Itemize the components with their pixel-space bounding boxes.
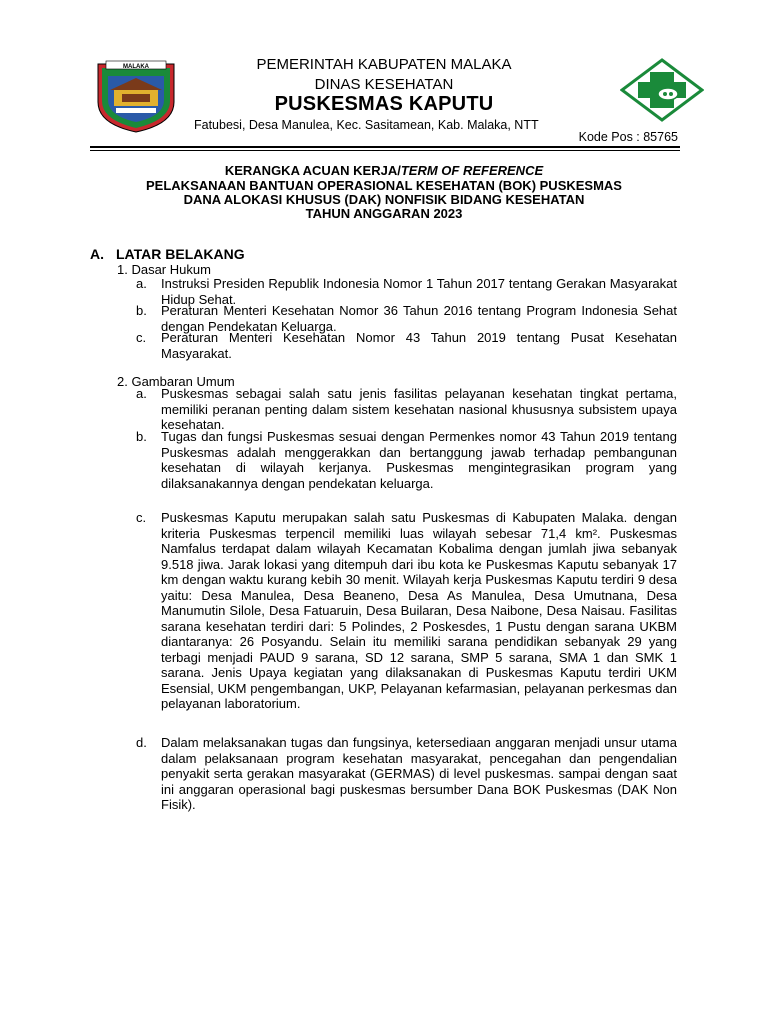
doc-title-line3: DANA ALOKASI KHUSUS (DAK) NONFISIK BIDANG KESEHATAN [183, 192, 585, 207]
subsection-dasar-hukum: 1. Dasar Hukum [117, 262, 211, 277]
letterhead-postcode: Kode Pos : 85765 [578, 130, 678, 144]
doc-title-line2: PELAKSANAAN BANTUAN OPERASIONAL KESEHATAN (BOK) PUSKESMAS [146, 178, 622, 193]
list-item: b. Peraturan Menteri Kesehatan Nomor 36 Tahun 2016 tentang Program Indonesia Sehat dengan Pendekatan Keluarga. [136, 303, 677, 334]
list-item: c. Peraturan Menteri Kesehatan Nomor 43 Tahun 2019 tentang Pusat Kesehatan Masyarakat. [136, 330, 677, 361]
doc-title-line1: KERANGKA ACUAN KERJA/TERM OF REFERENCE [224, 163, 544, 178]
doc-title-line4: TAHUN ANGGARAN 2023 [305, 206, 463, 221]
letterhead-government: PEMERINTAH KABUPATEN MALAKA [256, 56, 512, 73]
letterhead-address: Fatubesi, Desa Manulea, Kec. Sasitamean, Kab. Malaka, NTT [194, 118, 539, 132]
subsection-gambaran-umum: 2. Gambaran Umum [117, 374, 235, 389]
list-item: a. Puskesmas sebagai salah satu jenis fasilitas pelayanan kesehatan tingkat pertama, memiliki peranan penting dalam sistem kesehatan nasional khususnya subsistem upaya kesehatan. [136, 386, 677, 432]
letterhead-rule-thick [90, 146, 680, 148]
list-item: a. Instruksi Presiden Republik Indonesia Nomor 1 Tahun 2017 tentang Gerakan Masyarakat Hidup Sehat. [136, 276, 677, 307]
list-item: b. Tugas dan fungsi Puskesmas sesuai dengan Permenkes nomor 43 Tahun 2019 tentang Puskesmas adalah menggerakkan dan bertanggung jawab terhadap pembangunan kesehatan di wilayah kerjanya. Puskesmas mengintegrasikan program yang dilaksanakannya dengan pendekatan keluarga. [136, 429, 677, 491]
letterhead-rule-thin [90, 150, 680, 151]
letterhead-institution: PUSKESMAS KAPUTU [274, 93, 494, 115]
list-item: d. Dalam melaksanakan tugas dan fungsinya, ketersediaan anggaran menjadi unsur utama dalam pelaksanaan program kesehatan masyarakat, pencegahan dan pengendalian penyakit serta gerakan masyarakat (GERMAS) di level puskesmas. sampai dengan saat ini anggaran operasional bagi puskesmas bersumber Dana BOK Puskesmas (DAK Non Fisik). [136, 735, 677, 812]
list-item: c. Puskesmas Kaputu merupakan salah satu Puskesmas di Kabupaten Malaka. dengan kriteria Puskesmas terpencil memiliki luas wilayah sebesar 71,4 km². Puskesmas Namfalus terdapat dalam wilayah Kecamatan Kobalima dengan jumlah jiwa sebanyak 9.518 jiwa. Jarak lokasi yang ditempuh dari ibu kota ke Puskesmas Kaputu sebanyak 17 km dengan waktu kurang kebih 30 menit. Wilayah kerja Puskesmas Kaputu terdiri 9 desa yaitu: Desa Manulea, Desa Beaneno, Desa As Manulea, Desa Umutnana, Desa Manumutin Silole, Desa Fatuaruin, Desa Builaran, Desa Naibone, Desa Naisau. Fasilitas sarana kesehatan terdiri dari: 5 Polindes, 2 Poskesdes, 1 Pustu dengan sarana UKBM diantaranya: 26 Posyandu. Selain itu memiliki sarana pendidikan sebanyak 29 yang terbagi menjadi PAUD 9 sarana, SD 12 sarana, SMP 5 sarana, SMA 1 dan SMK 1 sarana. Jenis Upaya kegiatan yang dilaksanakan di Puskesmas Kaputu terdiri UKM Esensial, UKM pengembangan, UKP, Pelayanan kefarmasian, pelayanan perkesmas dan pelayanan laboratorium. [136, 510, 677, 711]
letterhead-department: DINAS KESEHATAN [314, 76, 454, 93]
logo-left-text: MALAKA [123, 64, 149, 70]
section-heading: A. LATAR BELAKANG [90, 246, 245, 262]
